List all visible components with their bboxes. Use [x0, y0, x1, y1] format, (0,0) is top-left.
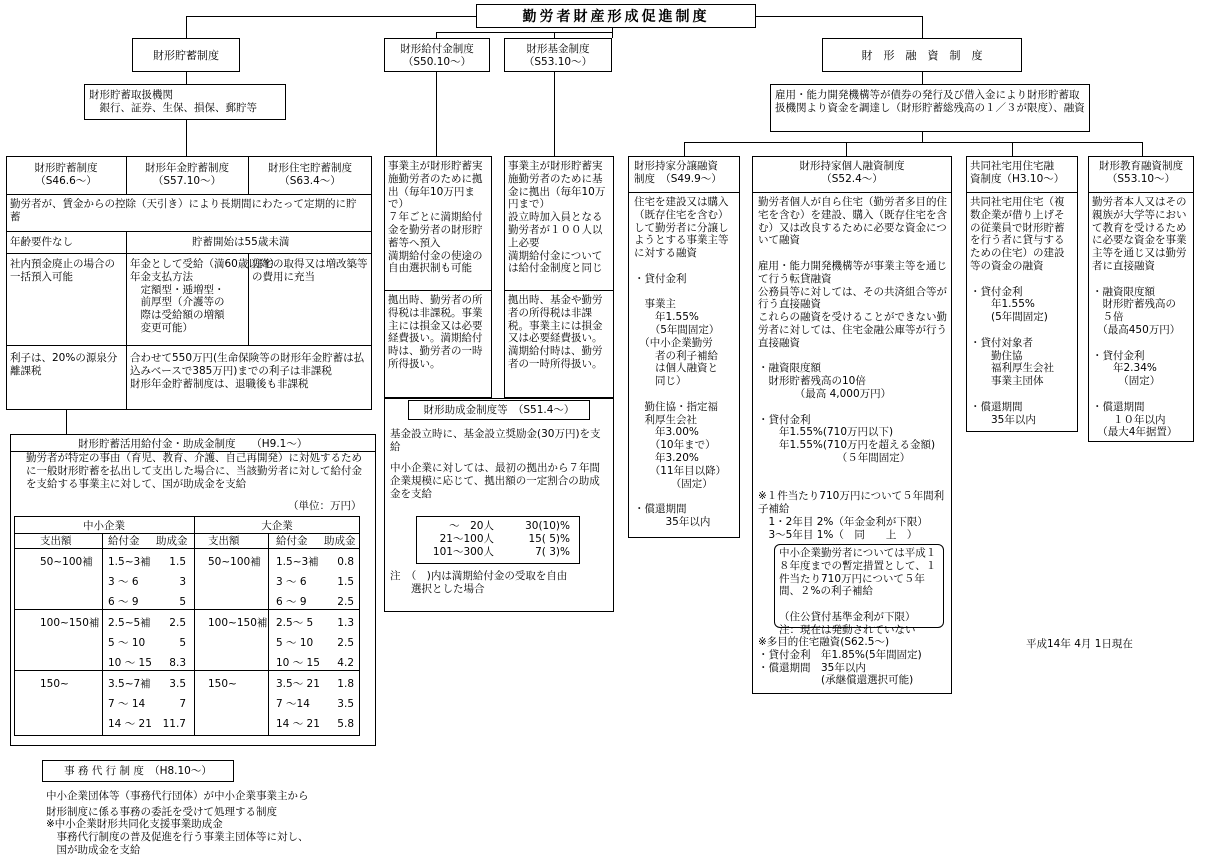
sale-loan-header: 財形持家分譲融資 制度 （S49.9～）: [634, 160, 722, 185]
connector: [612, 28, 613, 38]
divider: [6, 194, 372, 195]
subsidy-large: 2.5: [337, 596, 354, 608]
divider: [14, 548, 360, 549]
benefit-text2: 拠出時、勤労者の所得税は非課税。事業主には損金又は必要経費扱い。満期給付時は、勤労者の一時所得扱い。: [388, 294, 483, 370]
grant-text2: 中小企業に対しては、最初の拠出から７年間企業規模に応じて、拠出額の一定割合の助成金を支給: [390, 462, 600, 500]
benefit-sme: 3.5~7補: [108, 678, 151, 690]
main-title: 勤労者財産形成促進制度: [522, 9, 710, 25]
divider: [628, 192, 740, 193]
fund-header: 財形基金制度 （S53.10～）: [523, 43, 593, 68]
divider: [384, 290, 492, 291]
connector: [684, 142, 1142, 143]
joint-housing-header: 共同社宅用住宅融 資制度（H3.10～）: [970, 160, 1065, 185]
col-expense-sme: 支出額: [40, 535, 72, 547]
sale-loan-body: 住宅を建設又は購入（既存住宅を含む）して勤労者に分譲しようとする事業主等に対する融資 ・貸付金利 事業主 年1.55% （5年間固定） （中小企業勤労 者の利子補給 は個人融資と 同じ） 勤住協・指定福 利厚生会社 年3.00% （10年まで） 年3.20% （11年目以降） （固定） ・償還期間 35年以内: [634, 196, 729, 528]
connector: [66, 410, 67, 434]
divider: [752, 192, 952, 193]
col-subsidy-large: 助成金: [324, 535, 356, 547]
asset-savings-header: 財形貯蓄制度: [132, 38, 240, 72]
subsidy-large: 1.8: [337, 678, 354, 690]
subsidy-sme: 5: [179, 596, 186, 608]
housing-use: 住宅の取得又は増改築等の費用に充当: [252, 258, 368, 283]
subsidy-large: 1.5: [337, 576, 354, 588]
divider: [194, 516, 195, 736]
agency-line3: ※中小企業財形共同化支援事業助成金 事務代行制度の普及促進を行う事業主団体等に対し、 国が助成金を支給: [46, 818, 309, 856]
savings-institutions-box: 財形貯蓄取扱機関 銀行、証券、生保、損保、郵貯等: [84, 84, 286, 120]
col-subsidy-sme: 助成金: [156, 535, 188, 547]
large-header: 大企業: [261, 520, 293, 532]
benefit-text1: 事業主が財形貯蓄実施勤労者のために拠出（毎年10万円まで） ７年ごとに満期給付金を勤労者の財形貯蓄等へ預入 満期給付金の使途の自由選択制も可能: [388, 160, 483, 275]
benefit-header: 財形給付金制度 （S50.10～）: [400, 43, 474, 68]
general-withdraw: 社内預金廃止の場合の一括預入可能: [10, 258, 115, 283]
subsidy-large: 5.8: [337, 718, 354, 730]
divider: [248, 156, 249, 194]
connector: [186, 120, 187, 156]
subsidy-sme: 2.5: [169, 617, 186, 629]
benefit-large: 2.5～ 5: [276, 617, 314, 629]
fund-text1: 事業主が財形貯蓄実施勤労者のために基金に拠出（毎年10万円まで） 設立時加入員となる勤労者が１００人以上必要 満期給付金については給付金制度と同じ: [508, 160, 606, 275]
rate-size: ～ 20人: [449, 520, 494, 532]
subsidy-sme: 3: [179, 576, 186, 588]
agency-line2: 財形制度に係る事務の委託を受けて処理する制度: [46, 806, 277, 818]
divider: [14, 533, 360, 534]
financing-header-box: [822, 38, 1022, 72]
subsidy-sme: 7: [179, 698, 186, 710]
utilization-grant-header: 財形貯蓄活用給付金・助成金制度 （H9.1～）: [78, 438, 308, 450]
benefit-sme: 1.5~3補: [108, 556, 151, 568]
pension-tax: 合わせて550万円(生命保険等の財形年金貯蓄は払込みベースで385万円)までの利子は非課税 財形年金貯蓄制度は、退職後も非課税: [130, 352, 365, 390]
subsidy-sme: 8.3: [169, 657, 186, 669]
col-housing-savings: 財形住宅貯蓄制度 （S63.4～）: [268, 162, 352, 187]
personal-multipurpose: ※多目的住宅融資(S62.5～) ・貸付金利 年1.85%(5年間固定) ・償還期間 35年以内 (承継償還選択可能): [758, 636, 922, 687]
col-benefit-large: 給付金: [276, 535, 308, 547]
divider: [6, 231, 372, 232]
divider: [6, 253, 372, 254]
subsidy-large: 0.8: [337, 556, 354, 568]
connector: [436, 32, 612, 33]
col-benefit-sme: 給付金: [108, 535, 140, 547]
divider: [268, 533, 269, 736]
expense-sme: 150~: [40, 678, 69, 690]
subsidy-sme: 5: [179, 637, 186, 649]
subsidy-large: 3.5: [337, 698, 354, 710]
connector: [684, 142, 685, 156]
fund-header-box: [504, 38, 612, 72]
divider: [14, 609, 360, 610]
benefit-large: 6 ～ 9: [276, 596, 307, 608]
expense-sme: 50~100補: [40, 556, 93, 568]
connector: [846, 142, 847, 156]
education-loan-header: 財形教育融資制度 （S53.10～）: [1099, 160, 1183, 185]
connector: [186, 16, 476, 17]
expense-large: 100~150補: [208, 617, 268, 629]
expense-large: 150~: [208, 678, 237, 690]
benefit-sme: 10 ～ 15: [108, 657, 152, 669]
grant-header-box: [408, 400, 590, 420]
connector: [1142, 142, 1143, 156]
general-tax: 利子は、20%の源泉分離課税: [10, 352, 118, 377]
connector: [554, 72, 555, 156]
divider: [126, 231, 127, 410]
joint-housing-body: 共同社宅用住宅（複数企業が借り上げその従業員で財形貯蓄を行う者に貸与するための住宅）の建設等の資金の融資 ・貸付金利 年1.55% (5年間固定) ・貸付対象者 勤住協 福利厚生会社 事業主団体 ・償還期間 35年以内: [970, 196, 1065, 426]
benefit-sme: 2.5~5補: [108, 617, 151, 629]
connector: [1012, 142, 1013, 156]
benefit-sme: 5 ～ 10: [108, 637, 146, 649]
connector: [186, 16, 187, 38]
savings-description: 勤労者が、賃金からの控除（天引き）により長期間にわたって定期的に貯蓄: [10, 198, 357, 223]
connector: [186, 72, 187, 84]
divider: [126, 156, 127, 194]
grant-header: 財形助成金制度等 （S51.4～）: [423, 404, 575, 416]
col-expense-large: 支出額: [208, 535, 240, 547]
subsidy-sme: 3.5: [169, 678, 186, 690]
benefit-large: 1.5~3補: [276, 556, 319, 568]
col-general-savings: 財形貯蓄制度 （S46.6～）: [34, 162, 98, 187]
benefit-sme: 3 ～ 6: [108, 576, 139, 588]
sme-header: 中小企業: [83, 520, 125, 532]
divider: [102, 533, 103, 736]
connector: [756, 16, 922, 17]
connector: [436, 72, 437, 156]
age-none: 年齢要件なし: [10, 236, 73, 248]
connector: [922, 72, 923, 84]
utilization-grant-description: 勤労者が特定の事由（育児、教育、介護、自己再開発）に対処するために一般財形貯蓄を払出して支出した場合に、当該勤労者に対して給付金を支給する事業主に対して、国が助成金を支給: [26, 452, 362, 490]
main-title-box: [476, 4, 756, 28]
agency-line1: 中小企業団体等（事務代行団体）が中小企業事業主から: [46, 790, 309, 802]
date-note: 平成14年 4月 1日現在: [1026, 638, 1133, 650]
age-limit: 貯蓄開始は55歳未満: [192, 236, 290, 248]
subsidy-large: 2.5: [337, 637, 354, 649]
fund-text2: 拠出時、基金や勤労者の所得税は非課税。事業主には損金又は必要経費扱い。満期給付時は、勤労者の一時所得扱い。: [508, 294, 603, 370]
rate-size: 101～300人: [432, 546, 494, 558]
divider: [966, 192, 1078, 193]
rate-value: 15( 5)%: [528, 533, 570, 545]
personal-note-box: [774, 544, 944, 636]
benefit-large: 10 ～ 15: [276, 657, 320, 669]
benefit-large: 3 ～ 6: [276, 576, 307, 588]
benefit-large: 5 ～ 10: [276, 637, 314, 649]
rate-value: 7( 3)%: [535, 546, 570, 558]
financing-source: 雇用・能力開発機構等が債券の発行及び借入金により財形貯蓄取扱機関より資金を調達し（財形貯蓄総残高の１／３が限度）、融資: [775, 89, 1085, 114]
financing-source-box: [770, 84, 1090, 132]
agency-header: 事 務 代 行 制 度 （H8.10～）: [64, 765, 212, 777]
benefit-large: 14 ～ 21: [276, 718, 320, 730]
personal-loan-header: 財形持家個人融資制度 （S52.4～）: [799, 160, 905, 185]
rate-size: 21～100人: [439, 533, 494, 545]
subsidy-large: 4.2: [337, 657, 354, 669]
divider: [6, 345, 372, 346]
agency-header-box: [42, 760, 234, 782]
rate-value: 30(10)%: [525, 520, 570, 532]
pension-receive: 年金として受給（満60歳以降） 年金支払方法 定額型・逓増型・ 前厚型（介護等の 際は受給額の増額 変更可能）: [130, 258, 280, 334]
expense-sme: 100~150補: [40, 617, 100, 629]
col-pension-savings: 財形年金貯蓄制度 （S57.10～）: [145, 162, 229, 187]
divider: [1088, 192, 1194, 193]
benefit-large: 3.5～ 21: [276, 678, 320, 690]
grant-note: 注 （ )内は満期給付金の受取を自由 選択とした場合: [390, 570, 568, 595]
grant-text1: 基金設立時に、基金設立奨励金(30万円)を支給: [390, 428, 601, 453]
education-loan-body: 勤労者本人又はその親族が大学等において教育を受けるために必要な資金を事業主等を通じ又は勤労者に直接融資 ・融資限度額 財形貯蓄残高の ５倍 （最高450万円） ・貸付金利 年2.34% （固定） ・償還期間 １０年以内 （最大4年据置）: [1092, 196, 1187, 439]
personal-note: 中小企業勤労者については平成１８年度までの暫定措置として、１件当たり710万円について５年間、２%の利子補給 （住公貸付基準金利が下限） 注：現在は発動されていない: [779, 547, 937, 636]
subsidy-large: 1.3: [337, 617, 354, 629]
divider: [14, 670, 360, 671]
benefit-sme: 14 ～ 21: [108, 718, 152, 730]
unit-label: （単位：万円）: [288, 500, 362, 512]
financing-header: 財 形 融 資 制 度: [861, 49, 983, 62]
benefit-sme: 6 ～ 9: [108, 596, 139, 608]
divider: [504, 290, 614, 291]
connector: [922, 16, 923, 38]
subsidy-sme: 11.7: [162, 718, 186, 730]
benefit-large: 7 ～14: [276, 698, 310, 710]
benefit-sme: 7 ～ 14: [108, 698, 146, 710]
expense-large: 50~100補: [208, 556, 261, 568]
personal-loan-body: 勤労者個人が自ら住宅（勤労者多目的住宅を含む）を建設、購入（既存住宅を含む）又は改良するために必要な資金について融資 雇用・能力開発機構等が事業主等を通じて行う転貸融資 公務員等に対しては、その共済組合等が行う直接融資 これらの融資を受けることができない勤労者に対しては、住宅金融公庫等が行う直接融資 ・融資限度額 財形貯蓄残高の10倍 （最高 4,000万円） ・貸付金利 年1.55%(710万円以下) 年1.55%(710万円を超える金額) （５年間固定） ※１件当たり710万円について５年間利子補給 1・2年目 2%（年金金利が下限） 3～5年目 1%（ 同 上 ）: [758, 196, 947, 541]
connector: [922, 132, 923, 142]
benefit-header-box: [384, 38, 490, 72]
subsidy-sme: 1.5: [169, 556, 186, 568]
